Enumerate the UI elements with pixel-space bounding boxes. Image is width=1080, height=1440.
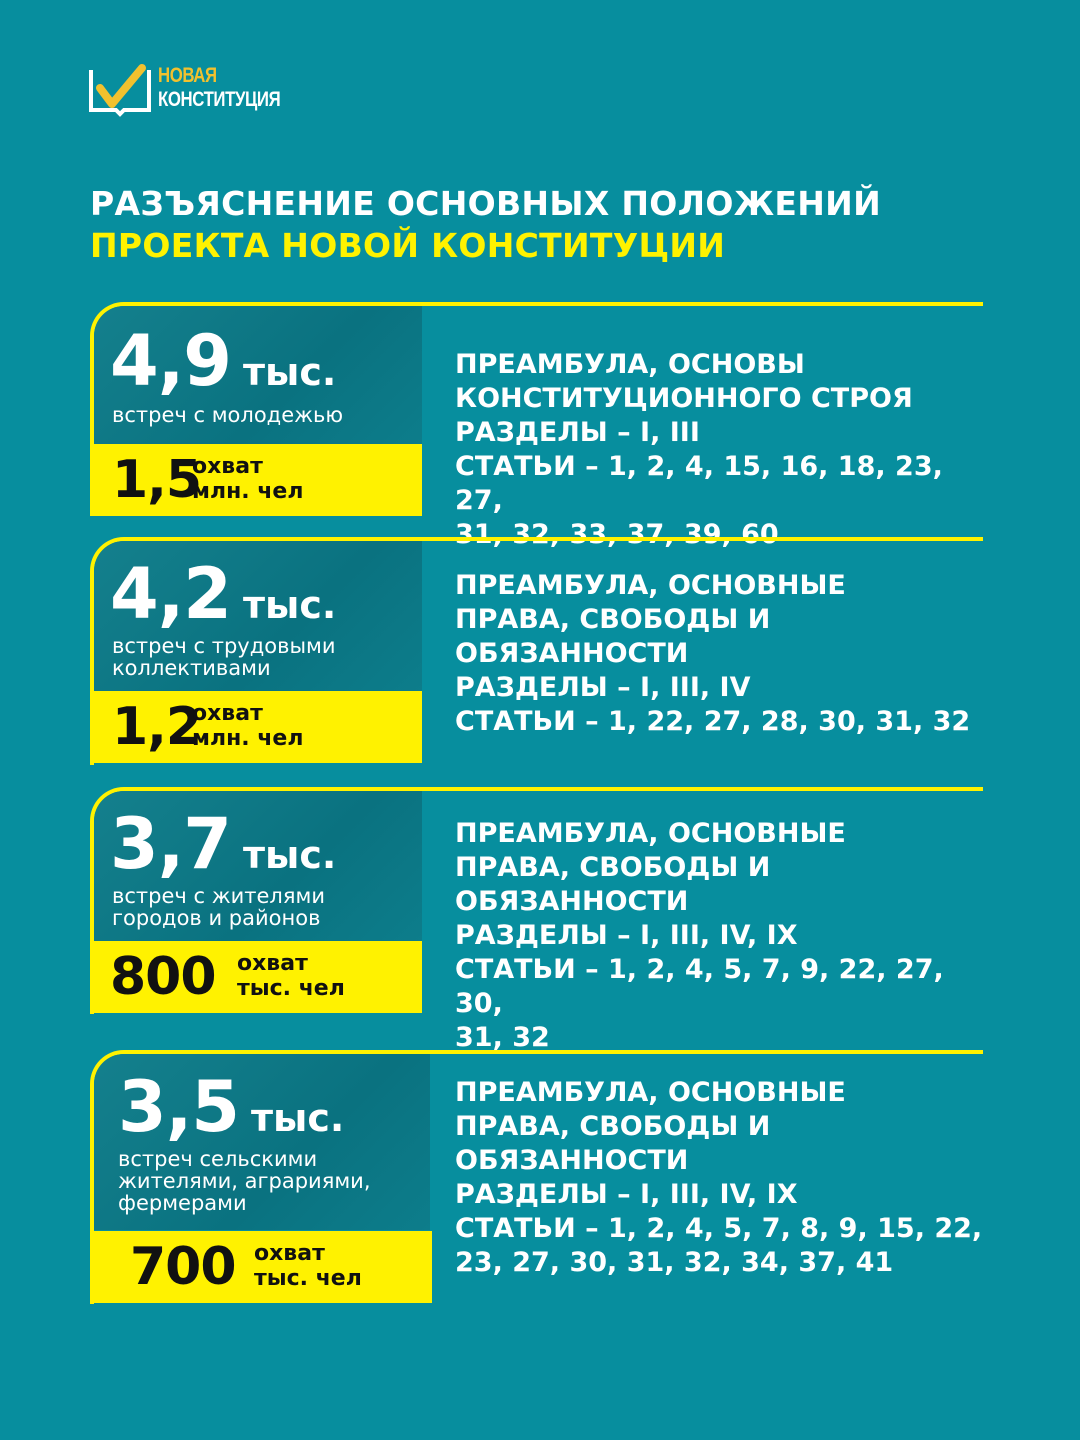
reach-label-2: млн. чел <box>192 726 304 751</box>
checkmark-book-icon <box>88 62 152 118</box>
block-details: ПРЕАМБУЛА, ОСНОВНЫЕ ПРАВА, СВОБОДЫ И ОБЯЗАННОСТИ РАЗДЕЛЫ – I, III, IV, IX СТАТЬИ – 1, 2, 4, 5, 7, 8, 9, 15, 22, 23, 27, 30, 31, 32, 34, 37, 41 <box>455 1077 983 1278</box>
block-details: ПРЕАМБУЛА, ОСНОВНЫЕ ПРАВА, СВОБОДЫ И ОБЯЗАННОСТИ РАЗДЕЛЫ – I, III, IV СТАТЬИ – 1, 22, 27, 28, 30, 31, 32 <box>455 570 971 737</box>
meetings-audience: встреч сельскими жителями, аграриями, фермерами <box>118 1147 371 1215</box>
title-line-2: ПРОЕКТА НОВОЙ КОНСТИТУЦИИ <box>90 226 726 265</box>
reach-number: 700 <box>130 1237 236 1297</box>
meetings-number: 3,5 <box>118 1066 240 1148</box>
block-details: ПРЕАМБУЛА, ОСНОВНЫЕ ПРАВА, СВОБОДЫ И ОБЯЗАННОСТИ РАЗДЕЛЫ – I, III, IV, IX СТАТЬИ – 1, 2, 4, 5, 7, 9, 22, 27, 30, 31, 32 <box>455 818 944 1053</box>
meetings-unit: тыс. <box>251 1096 345 1140</box>
title-line-1: РАЗЪЯСНЕНИЕ ОСНОВНЫХ ПОЛОЖЕНИЙ <box>90 184 881 223</box>
reach-number: 800 <box>110 947 216 1007</box>
reach-label-2: тыс. чел <box>237 976 345 1001</box>
reach-number: 1,2 <box>112 697 202 757</box>
meetings-audience: встреч с трудовыми коллективами <box>112 634 336 680</box>
reach-label <box>192 454 303 504</box>
block-details: ПРЕАМБУЛА, ОСНОВЫ КОНСТИТУЦИОННОГО СТРОЯ РАЗДЕЛЫ – I, III СТАТЬИ – 1, 2, 4, 15, 16, 18, 23, 27, 31, 32, 33, 37, 39, 60 <box>455 349 943 550</box>
reach-label-2: млн. чел <box>192 479 304 504</box>
reach-label <box>237 951 345 1001</box>
stat-block-farmers <box>90 1050 990 1304</box>
logo-text-bottom: КОНСТИТУЦИЯ <box>158 88 281 111</box>
reach-label-1: охват <box>192 454 263 479</box>
logo <box>88 60 328 120</box>
meetings-unit: тыс. <box>243 350 337 394</box>
reach-box <box>90 1231 432 1303</box>
page-title <box>90 183 881 267</box>
reach-label-2: тыс. чел <box>254 1266 362 1291</box>
stat-block-residents <box>90 787 990 1053</box>
meetings-count <box>118 1066 344 1148</box>
meetings-unit: тыс. <box>243 583 337 627</box>
logo-text-top: НОВАЯ <box>158 64 217 87</box>
meetings-count <box>110 320 336 402</box>
meetings-audience: встреч с жителями городов и районов <box>112 884 325 930</box>
reach-label-1: охват <box>192 701 263 726</box>
reach-label-1: охват <box>254 1241 325 1266</box>
meetings-number: 4,2 <box>110 553 232 635</box>
meetings-number: 3,7 <box>110 803 232 885</box>
meetings-unit: тыс. <box>243 833 337 877</box>
reach-box <box>90 691 422 763</box>
stat-block-workers <box>90 537 990 765</box>
meetings-count <box>110 553 336 635</box>
reach-label-1: охват <box>237 951 308 976</box>
meetings-number: 4,9 <box>110 320 232 402</box>
stat-block-youth <box>90 302 990 550</box>
reach-label <box>254 1241 362 1291</box>
reach-number: 1,5 <box>112 450 202 510</box>
reach-label <box>192 701 303 751</box>
meetings-audience: встреч с молодежью <box>112 403 344 427</box>
reach-box <box>90 444 422 516</box>
reach-box <box>90 941 422 1013</box>
meetings-count <box>110 803 336 885</box>
